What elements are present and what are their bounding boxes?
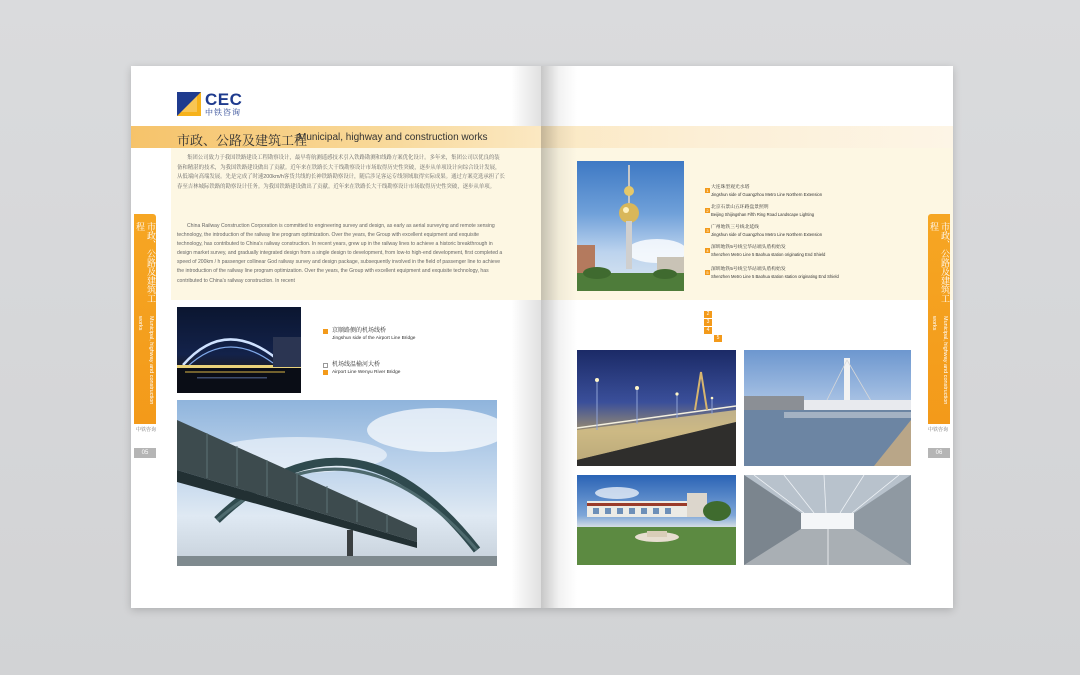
caption-ring-road-lighting: 北京石景山五环路盘景照明 Beijing Shijingshan Fifth Ring Road Landscape Lighting (711, 205, 815, 217)
caption-bullet-1 (323, 329, 328, 334)
tower-photo (577, 161, 684, 291)
canal-bridge-photo (744, 350, 911, 466)
side-tab-en: Municipal, highway and construction works (931, 316, 948, 405)
photo-num-badge: 4 (704, 327, 712, 334)
right-page (541, 66, 953, 608)
section-title-en: Municipal, highway and construction works (298, 132, 488, 143)
title-bar-continued (541, 126, 953, 148)
caption-num-5: 5 (706, 270, 709, 275)
side-tab-foot: 中铁咨询 (135, 427, 156, 433)
cec-logo (177, 90, 242, 118)
side-tab-cn: 市政、公路及建筑工程 (929, 222, 950, 303)
photo-num-badge: 5 (714, 335, 722, 342)
caption-metro-line3: 广州地铁三号线北延线 Jingshun side of Guangzhou Metro Line Northern Extension (711, 225, 823, 237)
left-page (131, 66, 541, 608)
side-tab-foot: 中铁咨询 (927, 427, 948, 433)
wenyu-river-bridge-photo (177, 400, 497, 566)
caption-num-1: 1 (706, 188, 709, 193)
night-bridge-photo (177, 307, 301, 393)
section-title-cn: 市政、公路及建筑工程 (177, 133, 308, 148)
metro-station-photo (577, 475, 736, 565)
page-number-left: 05 (134, 448, 156, 458)
page-number-right: 06 (928, 448, 950, 458)
caption-airport-bridge: 京顺路侧的机场线桥 Jingshun side of the Airport Line Bridge (332, 328, 416, 341)
logo-text-en: CEC (205, 90, 243, 109)
side-tab-left (131, 214, 161, 458)
caption-water-tower: 大连珠型观光水塔 Jingshun side of Guangzhou Metro Line Northern Extension (711, 185, 823, 197)
caption-bullet-2 (323, 363, 328, 368)
ring-road-lighting-photo (577, 350, 736, 466)
caption-num-3: 3 (706, 228, 709, 233)
caption-num-2: 2 (706, 208, 709, 213)
caption-wenyu-bridge: 机场线温榆河大桥 Airport Line Wenyu River Bridge (332, 362, 401, 375)
body-text-cn: 集团公司致力于我国铁路建设工程勘察设计，最早将航测遥感技术引入铁路勘测和线路方案优化设计。多年来，集团公司以优良的装备和精湛的技术，为我国铁路建设做出了贡献。近年来在铁路长大干线勘察设计市场取得历史性突破，逐步从单项设计向综合设计发展，从低端向高端发展。先是完成了时速200km/h客货共线的长神铁路勘察设计，随后涉足客运专线领域取得实际成果。通过方案竞选承担了长春至吉林城际铁路的勘察设计任务。为我国铁路建设做出了贡献。近年来在铁路长大干线勘察设计市场取得历史性突破，逐步从单项。 (177, 155, 505, 190)
logo-text-cn: 中铁咨询 (205, 108, 241, 117)
photo-num-badge: 2 (704, 311, 712, 318)
photo-num-badge: 3 (704, 319, 712, 326)
cec-logo-icon (177, 92, 201, 116)
station-hall-photo (744, 475, 911, 565)
caption-metro-line5-a: 深圳地铁5号线宝华站端头盾构始发 Shenzhen Metro Line 5 Baohua station originating End Shield (711, 245, 826, 257)
side-tab-right (923, 214, 953, 458)
side-tab-cn: 市政、公路及建筑工程 (135, 222, 156, 303)
body-text-en: China Railway Construction Corporation is committed to engineering survey and design, as early as aerial surveying and remote sensing technology, the introduction of the railway line program optimization. Over the years, the Group with excellent equipment and exquisite technology, has contributed to China's railway construction. In recent years, grew up in the railway lines to achieve a historic breakthrough in design market survey, and gradually integrated design from a single design to development, from low-to high-end development, first completed a speed of 200km / h passenger collinear God railway survey and design package, subsequently involved in the field of passenger line to achieve the introduction of the railway line program optimization. Over the years, the Group with excellent equipment and exquisite technology, has contributed to China's railway construction. In recent (177, 223, 503, 284)
caption-bullet-3 (323, 370, 328, 375)
caption-num-4: 4 (706, 248, 709, 253)
brochure-spread (131, 66, 953, 608)
side-tab-en: Municipal, highway and construction works (137, 316, 154, 405)
caption-metro-line5-b: 深圳地铁5号线宝华站端头盾构始发 Shenzhen Metro Line 5 Baohua station station originating End Shield (711, 267, 839, 279)
